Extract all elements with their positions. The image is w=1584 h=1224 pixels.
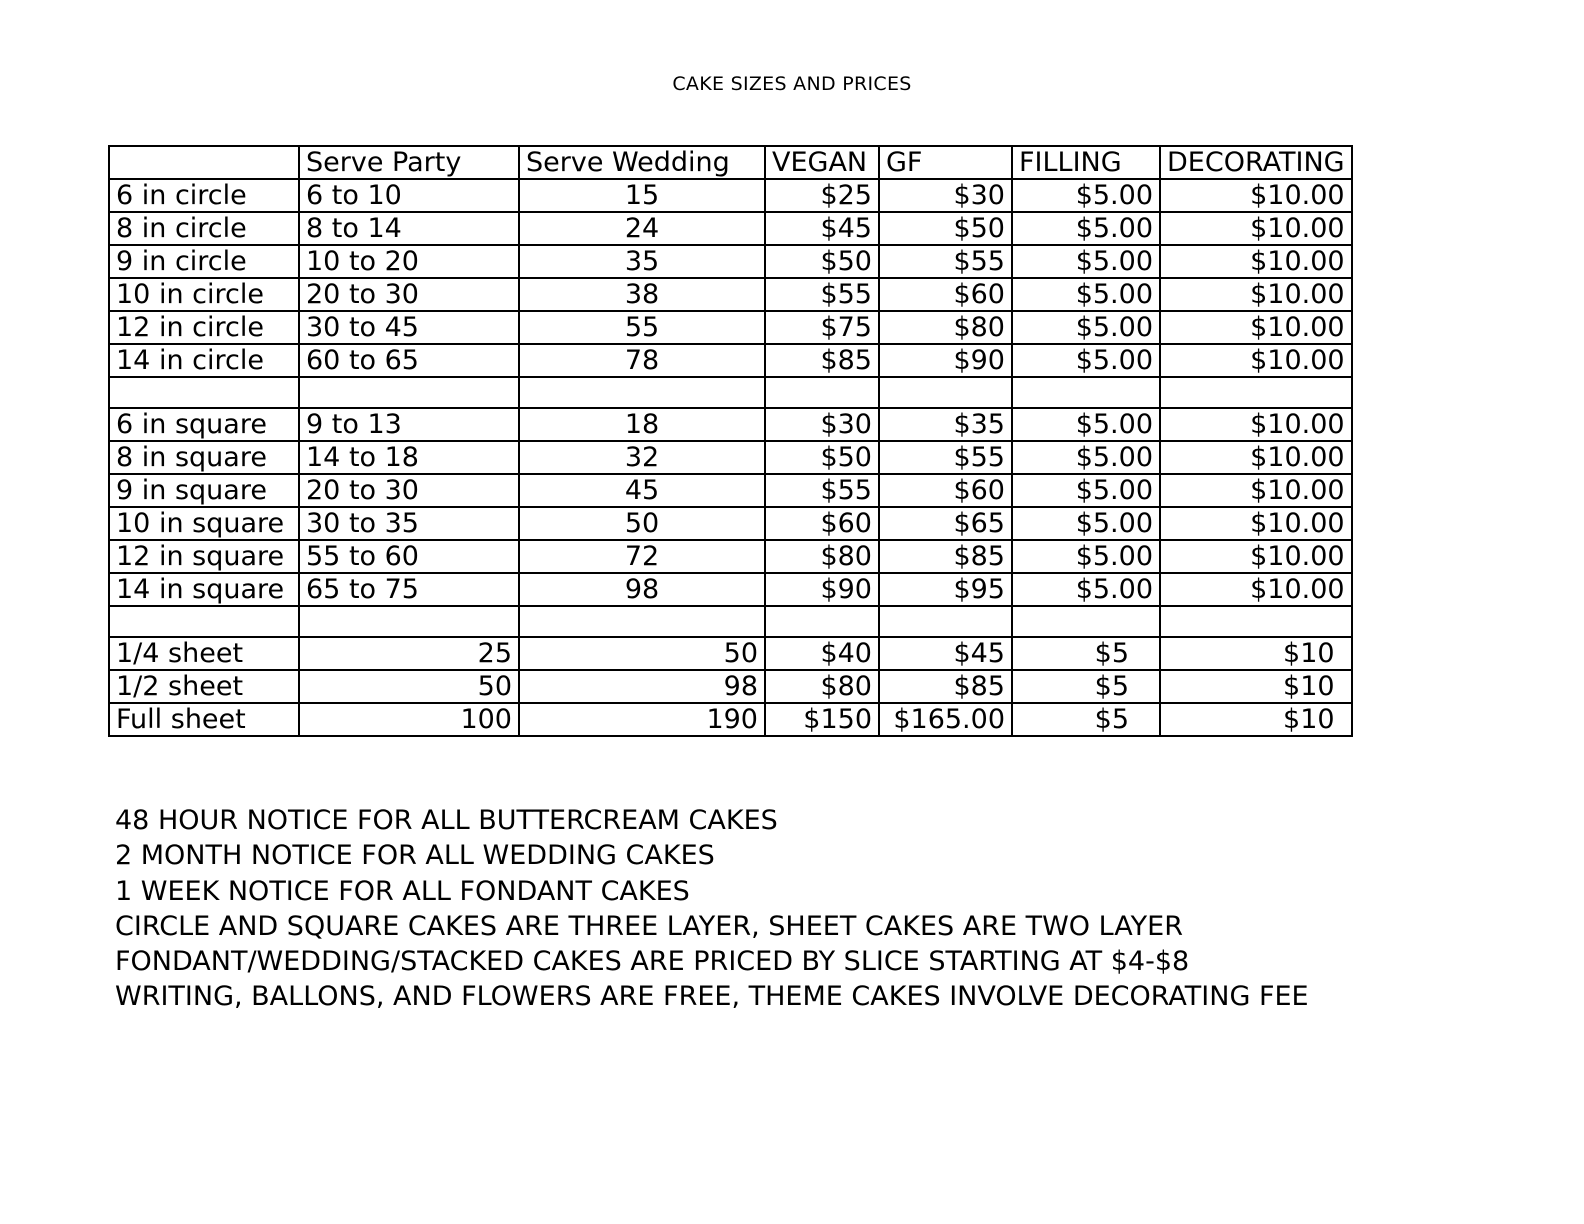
cell-vegan: $80	[765, 670, 879, 703]
cell-decorating: $10.00	[1160, 278, 1352, 311]
cell-size: 8 in circle	[109, 212, 299, 245]
cell-size: 9 in circle	[109, 245, 299, 278]
cell-gf: $55	[879, 245, 1012, 278]
cell-size: Full sheet	[109, 703, 299, 736]
cell-decorating: $10.00	[1160, 311, 1352, 344]
cell-gf: $60	[879, 278, 1012, 311]
cell-serve-wedding: 32	[519, 441, 765, 474]
cell-gf: $90	[879, 344, 1012, 377]
row-8-in-square	[109, 441, 1352, 474]
cell-size: 14 in circle	[109, 344, 299, 377]
cell-size: 1/2 sheet	[109, 670, 299, 703]
row-8-in-circle	[109, 212, 1352, 245]
cell-gf: $55	[879, 441, 1012, 474]
row-10-in-square	[109, 507, 1352, 540]
cell-decorating: $10.00	[1160, 573, 1352, 606]
spacer-row	[109, 377, 1352, 408]
cell-size: 10 in circle	[109, 278, 299, 311]
cell-decorating: $10.00	[1160, 441, 1352, 474]
cell-filling: $5.00	[1012, 212, 1160, 245]
cell-filling: $5	[1012, 670, 1160, 703]
cell-vegan: $45	[765, 212, 879, 245]
cell-vegan: $40	[765, 637, 879, 670]
header-row	[109, 146, 1352, 179]
cell-decorating: $10.00	[1160, 408, 1352, 441]
empty-cell	[879, 606, 1012, 637]
cell-filling: $5.00	[1012, 344, 1160, 377]
cell-decorating: $10	[1160, 703, 1352, 736]
cell-size	[109, 146, 299, 179]
cell-decorating: $10.00	[1160, 179, 1352, 212]
cell-vegan: $30	[765, 408, 879, 441]
cell-gf: GF	[879, 146, 1012, 179]
cell-serve-party: 8 to 14	[299, 212, 519, 245]
cell-gf: $165.00	[879, 703, 1012, 736]
cell-filling: $5.00	[1012, 408, 1160, 441]
cell-size: 9 in square	[109, 474, 299, 507]
cell-serve-wedding: 18	[519, 408, 765, 441]
row-12-in-square	[109, 540, 1352, 573]
cell-decorating: $10.00	[1160, 507, 1352, 540]
empty-cell	[765, 377, 879, 408]
empty-cell	[519, 606, 765, 637]
cell-filling: $5.00	[1012, 311, 1160, 344]
cell-gf: $85	[879, 670, 1012, 703]
cell-decorating: $10.00	[1160, 245, 1352, 278]
cell-serve-wedding: Serve Wedding	[519, 146, 765, 179]
cell-filling: $5.00	[1012, 507, 1160, 540]
cell-vegan: $80	[765, 540, 879, 573]
empty-cell	[765, 606, 879, 637]
cell-serve-wedding: 50	[519, 507, 765, 540]
empty-cell	[1012, 606, 1160, 637]
cell-vegan: $55	[765, 278, 879, 311]
note-line: FONDANT/WEDDING/STACKED CAKES ARE PRICED BY SLICE STARTING AT $4-$8	[115, 946, 1190, 978]
cell-decorating: DECORATING	[1160, 146, 1352, 179]
empty-cell	[1012, 377, 1160, 408]
cell-serve-party: 65 to 75	[299, 573, 519, 606]
cell-vegan: VEGAN	[765, 146, 879, 179]
cell-size: 12 in square	[109, 540, 299, 573]
cell-filling: FILLING	[1012, 146, 1160, 179]
cell-serve-party: 30 to 35	[299, 507, 519, 540]
cell-serve-party: 50	[299, 670, 519, 703]
cell-vegan: $25	[765, 179, 879, 212]
cell-serve-party: 20 to 30	[299, 278, 519, 311]
empty-cell	[109, 377, 299, 408]
note-line: 1 WEEK NOTICE FOR ALL FONDANT CAKES	[115, 875, 690, 907]
cell-filling: $5.00	[1012, 179, 1160, 212]
cell-serve-wedding: 98	[519, 670, 765, 703]
cell-vegan: $150	[765, 703, 879, 736]
cell-size: 6 in square	[109, 408, 299, 441]
cell-decorating: $10.00	[1160, 474, 1352, 507]
cell-serve-wedding: 190	[519, 703, 765, 736]
spacer-row	[109, 606, 1352, 637]
empty-cell	[879, 377, 1012, 408]
row-12-in-circle	[109, 311, 1352, 344]
cell-filling: $5.00	[1012, 245, 1160, 278]
cell-serve-wedding: 38	[519, 278, 765, 311]
note-line: WRITING, BALLONS, AND FLOWERS ARE FREE, THEME CAKES INVOLVE DECORATING FEE	[115, 981, 1309, 1013]
cell-vegan: $50	[765, 441, 879, 474]
cell-decorating: $10	[1160, 670, 1352, 703]
price-table	[108, 145, 1353, 737]
cell-vegan: $55	[765, 474, 879, 507]
note-line: CIRCLE AND SQUARE CAKES ARE THREE LAYER, SHEET CAKES ARE TWO LAYER	[115, 910, 1183, 942]
cell-gf: $50	[879, 212, 1012, 245]
cell-vegan: $50	[765, 245, 879, 278]
cell-serve-wedding: 50	[519, 637, 765, 670]
cell-gf: $65	[879, 507, 1012, 540]
cell-serve-wedding: 78	[519, 344, 765, 377]
empty-cell	[299, 377, 519, 408]
row-9-in-circle	[109, 245, 1352, 278]
cell-gf: $30	[879, 179, 1012, 212]
cell-serve-wedding: 98	[519, 573, 765, 606]
row-9-in-square	[109, 474, 1352, 507]
row-10-in-circle	[109, 278, 1352, 311]
cell-filling: $5.00	[1012, 540, 1160, 573]
cell-serve-wedding: 55	[519, 311, 765, 344]
cell-gf: $85	[879, 540, 1012, 573]
cell-decorating: $10.00	[1160, 344, 1352, 377]
cell-vegan: $85	[765, 344, 879, 377]
empty-cell	[1160, 606, 1352, 637]
cell-serve-party: 20 to 30	[299, 474, 519, 507]
empty-cell	[299, 606, 519, 637]
cell-serve-party: 100	[299, 703, 519, 736]
cell-serve-party: 60 to 65	[299, 344, 519, 377]
cell-serve-party: 30 to 45	[299, 311, 519, 344]
cell-gf: $35	[879, 408, 1012, 441]
cell-size: 1/4 sheet	[109, 637, 299, 670]
cell-size: 12 in circle	[109, 311, 299, 344]
cell-filling: $5.00	[1012, 441, 1160, 474]
cell-size: 10 in square	[109, 507, 299, 540]
cell-vegan: $60	[765, 507, 879, 540]
note-line: 48 HOUR NOTICE FOR ALL BUTTERCREAM CAKES	[115, 805, 778, 836]
cell-serve-wedding: 24	[519, 212, 765, 245]
note-line: 2 MONTH NOTICE FOR ALL WEDDING CAKES	[115, 840, 715, 872]
row-6-in-square	[109, 408, 1352, 441]
cell-serve-wedding: 72	[519, 540, 765, 573]
cell-size: 8 in square	[109, 441, 299, 474]
cell-gf: $45	[879, 637, 1012, 670]
cell-filling: $5.00	[1012, 474, 1160, 507]
row-6-in-circle	[109, 179, 1352, 212]
cell-vegan: $90	[765, 573, 879, 606]
cell-size: 6 in circle	[109, 179, 299, 212]
notes-section	[115, 803, 1309, 1015]
cell-serve-party: Serve Party	[299, 146, 519, 179]
cell-gf: $95	[879, 573, 1012, 606]
cell-serve-wedding: 15	[519, 179, 765, 212]
cell-decorating: $10.00	[1160, 212, 1352, 245]
row-1-2-sheet	[109, 670, 1352, 703]
cell-vegan: $75	[765, 311, 879, 344]
cell-filling: $5.00	[1012, 573, 1160, 606]
row-14-in-square	[109, 573, 1352, 606]
empty-cell	[519, 377, 765, 408]
row-14-in-circle	[109, 344, 1352, 377]
cell-filling: $5.00	[1012, 278, 1160, 311]
cell-size: 14 in square	[109, 573, 299, 606]
empty-cell	[109, 606, 299, 637]
cell-gf: $60	[879, 474, 1012, 507]
cell-filling: $5	[1012, 637, 1160, 670]
cell-serve-wedding: 45	[519, 474, 765, 507]
empty-cell	[1160, 377, 1352, 408]
cell-serve-wedding: 35	[519, 245, 765, 278]
cell-serve-party: 25	[299, 637, 519, 670]
cell-serve-party: 10 to 20	[299, 245, 519, 278]
cell-gf: $80	[879, 311, 1012, 344]
page-title: CAKE SIZES AND PRICES	[672, 73, 912, 95]
cell-serve-party: 55 to 60	[299, 540, 519, 573]
cell-serve-party: 14 to 18	[299, 441, 519, 474]
cell-decorating: $10	[1160, 637, 1352, 670]
cell-serve-party: 9 to 13	[299, 408, 519, 441]
cell-serve-party: 6 to 10	[299, 179, 519, 212]
row-1-4-sheet	[109, 637, 1352, 670]
cell-filling: $5	[1012, 703, 1160, 736]
price-table-body	[109, 146, 1352, 736]
row-full-sheet	[109, 703, 1352, 736]
cell-decorating: $10.00	[1160, 540, 1352, 573]
